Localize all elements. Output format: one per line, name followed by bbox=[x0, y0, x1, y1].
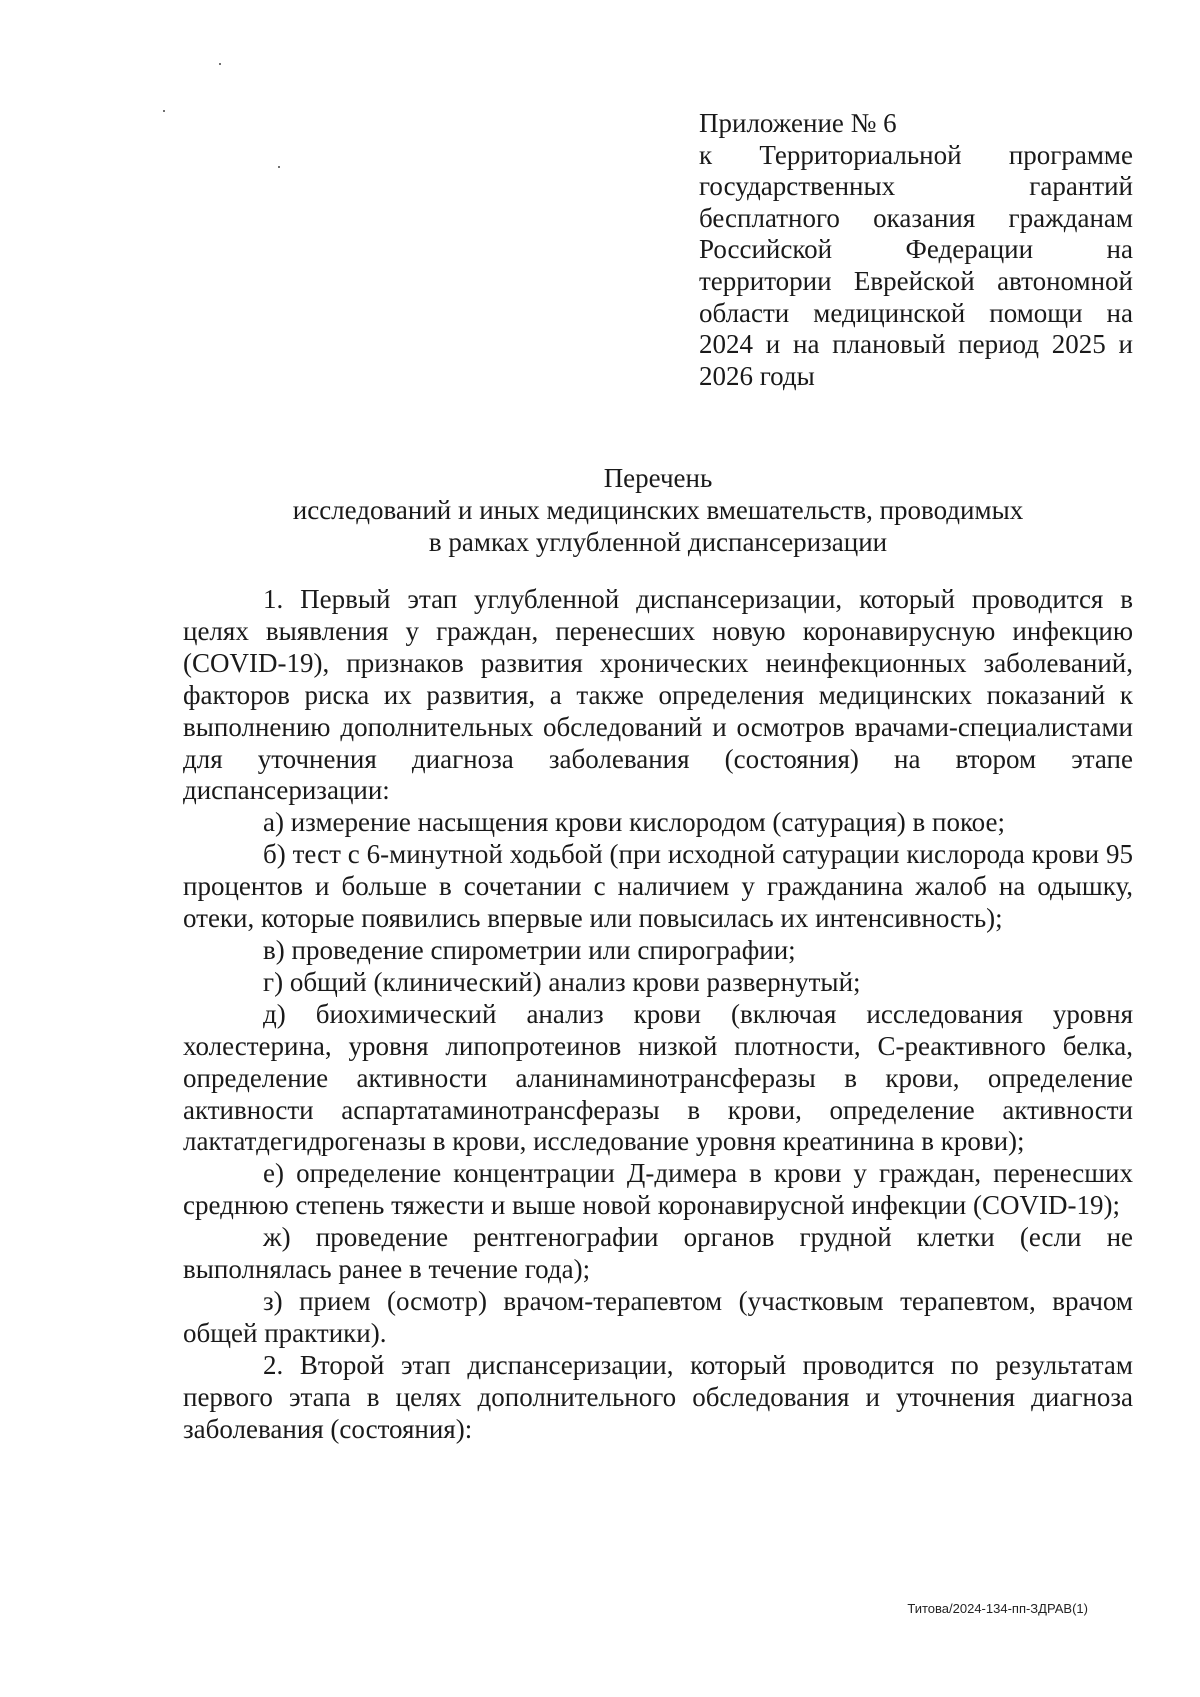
paragraph-1: 1. Первый этап углубленной диспансеризации, который проводится в целях выявления у граждан, перенесших новую коронавирусную инфекцию (COVID-19), признаков развития хронических неинфекционных заболеваний, факторов риска их развития, а также определения медицинских показаний к выполнению дополнительных обследований и осмотров врачами-специалистами для уточнения диагноза заболевания (состояния) на втором этапе диспансеризации: bbox=[183, 584, 1133, 806]
appendix-last-line: 2026 годы bbox=[699, 360, 815, 391]
appendix-line: государственных гарантий bbox=[699, 171, 1133, 202]
appendix-line: Российской Федерации на bbox=[699, 234, 1133, 265]
document-body bbox=[183, 584, 1133, 1445]
scan-speck bbox=[163, 110, 165, 112]
appendix-title: Приложение № 6 bbox=[699, 108, 897, 138]
heading-line-2: исследований и иных медицинских вмешательств, проводимых bbox=[292, 495, 1024, 525]
list-item-g: ж) проведение рентгенографии органов грудной клетки (если не выполнялась ранее в течение года); bbox=[183, 1222, 1133, 1285]
appendix-line: бесплатного оказания гражданам bbox=[699, 202, 1133, 233]
list-item-d: г) общий (клинический) анализ крови развернутый; bbox=[263, 966, 861, 997]
list-item-f: е) определение концентрации Д-димера в крови у граждан, перенесших среднюю степень тяжести и выше новой коронавирусной инфекции (COVID-19); bbox=[183, 1158, 1133, 1221]
appendix-line: территории Еврейской автономной bbox=[699, 265, 1133, 296]
appendix-line: к Территориальной программе bbox=[699, 139, 1133, 170]
heading-line-1: Перечень bbox=[603, 463, 713, 493]
heading-line-3: в рамках углубленной диспансеризации bbox=[428, 527, 888, 557]
list-item-b: б) тест с 6-минутной ходьбой (при исходной сатурации кислорода крови 95 процентов и больше в сочетании с наличием у гражданина жалоб на одышку, отеки, которые появились впервые или повысилась их интенсивность); bbox=[183, 839, 1133, 934]
appendix-reference bbox=[699, 108, 1133, 392]
paragraph-2: 2. Второй этап диспансеризации, который проводится по результатам первого этапа в целях дополнительного обследования и уточнения диагноза заболевания (состояния): bbox=[183, 1349, 1133, 1444]
list-item-h: з) прием (осмотр) врачом-терапевтом (участковым терапевтом, врачом общей практики). bbox=[183, 1285, 1133, 1348]
list-item-e: д) биохимический анализ крови (включая исследования уровня холестерина, уровня липопротеинов низкой плотности, С-реактивного белка, определение активности аланинаминотрансферазы в крови, определение активности аспартатаминотрансферазы в крови, определение активности лактатдегидрогеназы в крови, исследование уровня креатинина в крови); bbox=[183, 998, 1133, 1157]
scan-speck bbox=[219, 63, 221, 65]
document-code: Титова/2024-134-пп-ЗДРАВ(1) bbox=[907, 1601, 1088, 1616]
list-item-a: а) измерение насыщения крови кислородом (сатурация) в покое; bbox=[263, 807, 1005, 838]
document-heading bbox=[183, 462, 1133, 558]
list-item-c: в) проведение спирометрии или спирографии; bbox=[263, 934, 796, 965]
scan-speck bbox=[278, 166, 280, 168]
appendix-line: области медицинской помощи на bbox=[699, 297, 1133, 328]
appendix-line: 2024 и на плановый период 2025 и bbox=[699, 329, 1133, 360]
